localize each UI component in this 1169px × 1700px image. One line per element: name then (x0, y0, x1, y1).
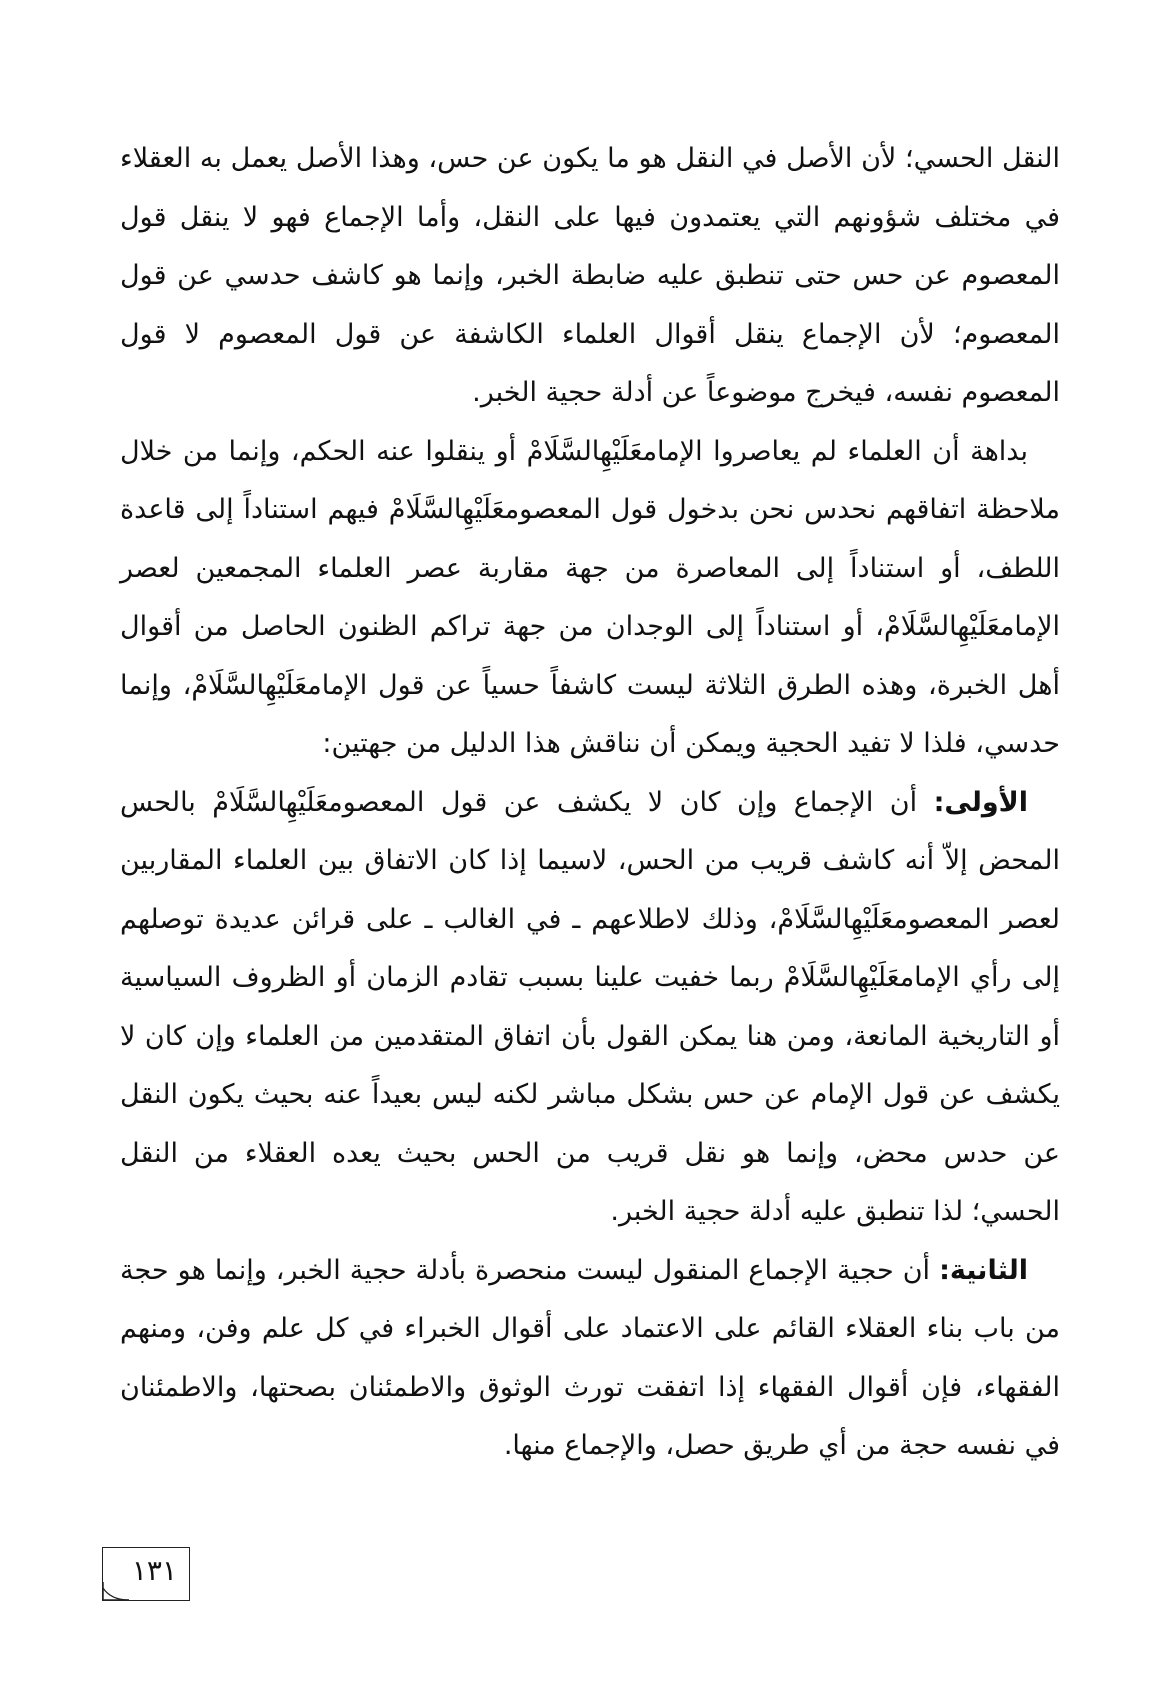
paragraph-text: النقل الحسي؛ لأن الأصل في النقل هو ما يكون عن حس، وهذا الأصل يعمل به العقلاء في مختلف شؤونهم التي يعتمدون فيها على النقل، وأما الإجماع فهو لا ينقل قول المعصوم عن حس حتى تنطبق عليه ضابطة الخبر، وإنما هو كاشف حدسي عن قول المعصوم؛ لأن الإجماع ينقل أقوال العلماء الكاشفة عن قول المعصوم لا قول المعصوم نفسه، فيخرج موضوعاً عن أدلة حجية الخبر. (120, 143, 1060, 408)
paragraph (120, 423, 1060, 774)
paragraph-text: أن الإجماع وإن كان لا يكشف عن قول المعصومعَلَيْهِالسَّلَامْ بالحس المحض إلاّ أنه كاشف قريب من الحس، لاسيما إذا كان الاتفاق بين العلماء المقاربين لعصر المعصومعَلَيْهِالسَّلَامْ، وذلك لاطلاعهم ـ في الغالب ـ على قرائن عديدة توصلهم إلى رأي الإمامعَلَيْهِالسَّلَامْ ربما خفيت علينا بسبب تقادم الزمان أو الظروف السياسية أو التاريخية المانعة، ومن هنا يمكن القول بأن اتفاق المتقدمين من العلماء وإن كان لا يكشف عن قول الإمام عن حس بشكل مباشر لكنه ليس بعيداً عنه بحيث يكون النقل عن حدس محض، وإنما هو نقل قريب من الحس بحيث يعده العقلاء من النقل الحسي؛ لذا تنطبق عليه أدلة حجية الخبر. (120, 786, 1060, 1227)
paragraph (120, 774, 1060, 1242)
page-curl-icon (101, 1580, 131, 1602)
paragraph (120, 1242, 1060, 1476)
paragraph-text: أن حجية الإجماع المنقول ليست منحصرة بأدلة حجية الخبر، وإنما هو حجة من باب بناء العقلاء القائم على الاعتماد على أقوال الخبراء في كل علم وفن، ومنهم الفقهاء، فإن أقوال الفقهاء إذا اتفقت تورث الوثوق والاطمئنان بصحتها، والاطمئنان في نفسه حجة من أي طريق حصل، والإجماع منها. (120, 1254, 1060, 1461)
paragraph (120, 130, 1060, 423)
paragraph-lead: الثانية: (939, 1254, 1028, 1286)
paragraph-lead: الأولى: (933, 786, 1028, 818)
page-number: ١٣١ (131, 1554, 177, 1587)
page-body (120, 130, 1060, 1476)
paragraph-text: بداهة أن العلماء لم يعاصروا الإمامعَلَيْهِالسَّلَامْ أو ينقلوا عنه الحكم، وإنما من خلال ملاحظة اتفاقهم نحدس نحن بدخول قول المعصومعَلَيْهِالسَّلَامْ فيهم استناداً إلى قاعدة اللطف، أو استناداً إلى المعاصرة من جهة مقاربة عصر العلماء المجمعين لعصر الإمامعَلَيْهِالسَّلَامْ، أو استناداً إلى الوجدان من جهة تراكم الظنون الحاصل من أقوال أهل الخبرة، وهذه الطرق الثلاثة ليست كاشفاً حسياً عن قول الإمامعَلَيْهِالسَّلَامْ، وإنما حدسي، فلذا لا تفيد الحجية ويمكن أن نناقش هذا الدليل من جهتين: (120, 435, 1060, 759)
page-number-frame (102, 1547, 190, 1601)
